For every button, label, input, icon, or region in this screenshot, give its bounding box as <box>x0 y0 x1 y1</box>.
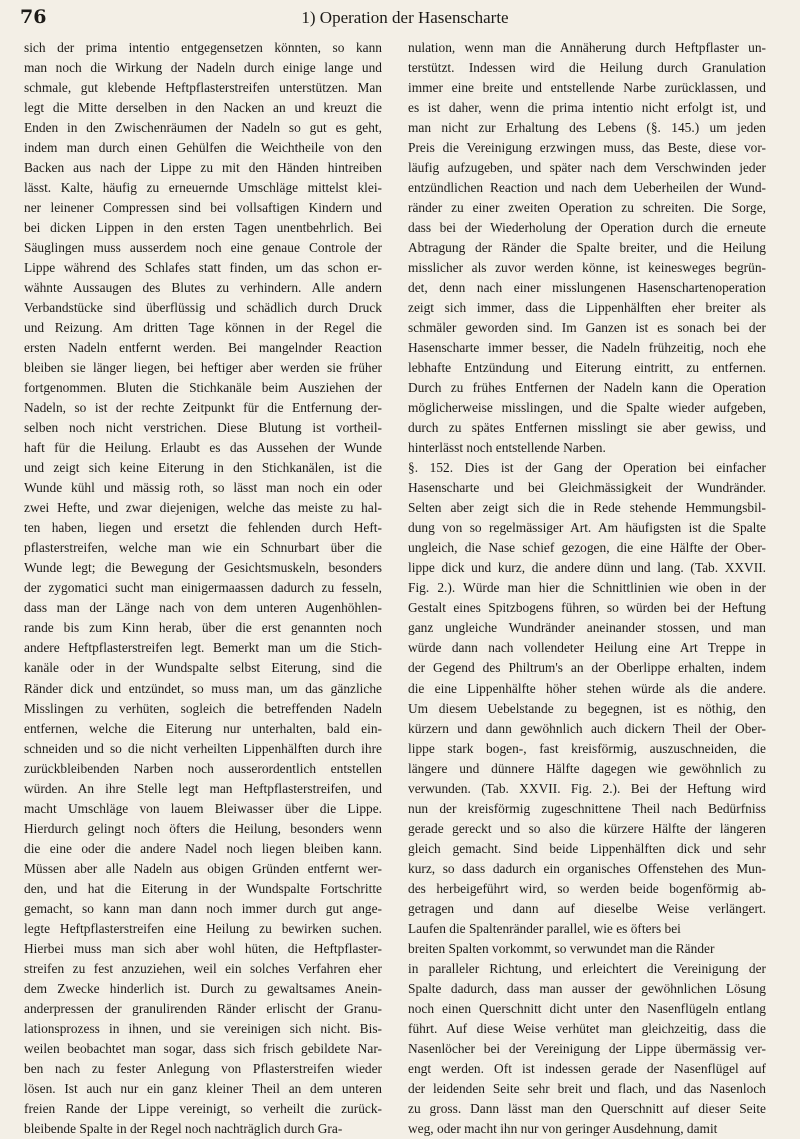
text-line: Um diesem Uebelstande zu begegnen, ist es nöthig, den <box>408 700 766 716</box>
text-line: getragen und dann auf dieselbe Weise verlängert. <box>408 900 766 916</box>
text-line: selben noch nicht verstrichen. Diese Blutung ist vortheil- <box>24 420 382 436</box>
text-line: bleiben sie länger liegen, bei heftiger aber werden sie früher <box>24 360 382 376</box>
text-line: streifen zu fest anzuziehen, weil ein solches Verfahren eher <box>24 960 382 976</box>
text-line: führt. Auf diese Weise verhütet man gleichzeitig, dass die <box>408 1020 766 1036</box>
text-line: schneiden und so die nicht verheilten Lippenhälften durch ihre <box>24 740 382 756</box>
text-line: noch einen Querschnitt dicht unter den Nasenflügeln entlang <box>408 1000 766 1016</box>
left-column <box>24 38 382 1139</box>
text-line: und Reizung. Am dritten Tage können in der Regel die <box>24 320 382 336</box>
text-line: misslicher als zuvor werden könne, ist keinesweges begrün- <box>408 260 766 276</box>
text-line: det, denn nach einer misslungenen Hasenschartenoperation <box>408 280 766 296</box>
text-line: Ränder dick und entzündet, so muss man, um das gänzliche <box>24 680 382 696</box>
text-line: lippe stark bogen-, fast kreisförmig, auszuschneiden, die <box>408 740 766 756</box>
text-line: Gestalt eines Spitzbogens führen, so würden bei der Heftung <box>408 600 766 616</box>
text-line: Hierdurch gelingt noch öfters die Heilung, besonders wenn <box>24 820 382 836</box>
text-line: der leidenden Seite sehr breit und flach, und das Nasenloch <box>408 1080 766 1096</box>
text-line: Backen aus nach der Lippe zu mit den Händen hintreiben <box>24 160 382 176</box>
text-line: Laufen die Spaltenränder parallel, wie es öfters bei <box>408 920 681 936</box>
running-head <box>20 6 790 34</box>
text-line: ungleich, die Nase schief gezogen, die eine Hälfte der Ober- <box>408 540 766 556</box>
text-line: es ist daher, wenn die prima intentio nicht erfolgt ist, und <box>408 100 766 116</box>
text-line: lippe dick und kurz, die andere dünn und lang. (Tab. XXVII. <box>408 560 766 576</box>
text-line: immer eine breite und entstellende Narbe zurücklassen, und <box>408 80 766 96</box>
text-line: ränder zu einer zweiten Operation zu schreiten. Die Sorge, <box>408 200 766 216</box>
text-line: breiten Spalten vorkommt, so verwundet man die Ränder <box>408 940 715 956</box>
text-line: anderpressen der granulirenden Ränder erlischt der Granu- <box>24 1000 382 1016</box>
text-line: terstützt. Indessen wird die Heilung durch Granulation <box>408 60 766 76</box>
text-line: kanäle oder in der Wundspalte selbst Eiterung, sind die <box>24 660 382 676</box>
text-line: hinterlässt noch entstellende Narben. <box>408 440 606 456</box>
text-line: lebhafte Entzündung und Eiterung eintritt, zu entfernen. <box>408 360 766 376</box>
text-line: Hasenscharte immer besser, die Nadeln frühzeitig, noch ehe <box>408 340 766 356</box>
text-line: haft für die Heilung. Erlaubt es das Aussehen der Wunde <box>24 440 382 456</box>
text-line: indem man durch einen Gehülfen die Weichtheile von den <box>24 140 382 156</box>
text-line: würden. An ihre Stelle legt man Heftpflasterstreifen, und <box>24 780 382 796</box>
text-line: und zeigt sich keine Eiterung in den Stichkanälen, ist die <box>24 460 382 476</box>
text-line: Misslingen zu verhüten, sogleich die betreffenden Nadeln <box>24 700 382 716</box>
right-column <box>408 38 766 1139</box>
text-line: Hierbei muss man sich aber wohl hüten, die Heftpflaster- <box>24 940 382 956</box>
text-line: nun der kreisförmig zugeschnittene Theil nach Bedürfniss <box>408 800 766 816</box>
text-line: ten haben, liegen und ersetzt die fehlenden durch Heft- <box>24 520 382 536</box>
text-line: schmale, gut klebende Heftpflasterstreifen unterstützen. Man <box>24 80 382 96</box>
text-line: zeigt sich immer, dass die Lippenhälften eher breiter als <box>408 300 766 316</box>
text-line: zwei Hefte, und zwar diejenigen, welche das meiste zu hal- <box>24 500 382 516</box>
text-line: Müssen aber alle Nadeln aus obigen Gründen entfernt wer- <box>24 860 382 876</box>
text-line: sich der prima intentio entgegensetzen könnten, so kann <box>24 40 382 55</box>
text-line: freien Rande der Lippe vereinigt, so verheilt die zurück- <box>24 1100 382 1116</box>
text-line: Nadeln, so ist der rechte Zeitpunkt für die Entfernung der- <box>24 400 382 416</box>
text-line: Spalte dadurch, dass man ausser der gewöhnlichen Lösung <box>408 980 766 996</box>
text-line: schmäler geworden sind. Im Ganzen ist es sonach bei der <box>408 320 766 336</box>
text-line: Selten aber zeigt sich die in Rede stehende Hemmungsbil- <box>408 500 766 516</box>
text-line: dung von so regelmässiger Art. Am häufigsten ist die Spalte <box>408 520 766 536</box>
text-line: man noch die Wirkung der Nadeln durch einige lange und <box>24 60 382 76</box>
text-line: ben nach zu fester Anlegung von Pflasterstreifen wieder <box>24 1060 382 1076</box>
text-line: nulation, wenn man die Annäherung durch Heftpflaster un- <box>408 40 766 55</box>
text-line: fortgenommen. Bluten die Stichkanäle beim Ausziehen der <box>24 380 382 396</box>
text-line: zurückbleibenden Narben noch ausserordentlich entstellen <box>24 760 382 776</box>
text-line: in paralleler Richtung, und erleichtert die Vereinigung der <box>408 960 766 976</box>
text-line: Nasenlöcher bei der Vereinigung der Lippe übermässig ver- <box>408 1040 766 1056</box>
text-line: verwunden. (Tab. XXVII. Fig. 2.). Bei der Heftung wird <box>408 780 766 796</box>
text-line: läufig aufzugeben, und später nach dem Verschwinden jeder <box>408 160 766 176</box>
text-line: engt werden. Oft ist indessen gerade der Nasenflügel auf <box>408 1060 766 1076</box>
text-line: andere Heftpflasterstreifen legt. Bemerkt man um die Stich- <box>24 640 382 656</box>
text-line: macht Umschläge von lauem Bleiwasser über die Lippe. <box>24 800 382 816</box>
text-line: dass bei der Wiederholung der Operation durch die erneute <box>408 220 766 236</box>
text-line: Abtragung der Ränder die Spalte breiter, und die Heilung <box>408 240 766 256</box>
text-line: weg, oder macht ihn nur von geringer Ausdehnung, damit <box>408 1120 718 1136</box>
text-line: gemacht, so kann man dann noch immer durch gut ange- <box>24 900 382 916</box>
text-line: die eine oder die andere Nadel noch liegen bleiben kann. <box>24 840 382 856</box>
text-line: §. 152. Dies ist der Gang der Operation bei einfacher <box>408 460 766 476</box>
text-line: entfernen, welche die Eiterung nur unterhalten, bald ein- <box>24 720 382 736</box>
text-line: rande bis zum Kinn herab, über die erst genannten noch <box>24 620 382 636</box>
text-line: der zygomatici sucht man einigermaassen dadurch zu fesseln, <box>24 580 382 596</box>
text-line: Lippe während des Schlafes statt finden, um das schon er- <box>24 260 382 276</box>
text-line: man nicht zur Erhaltung des Lebens (§. 145.) um jeden <box>408 120 766 136</box>
text-line: lösen. Ist auch nur ein ganz kleiner Theil an dem unteren <box>24 1080 382 1096</box>
text-line: würde dann nach vollendeter Heilung eine Art Treppe in <box>408 640 766 656</box>
text-line: Wunde legt; die Bewegung der Gesichtsmuskeln, besonders <box>24 560 382 576</box>
text-line: entzündlichen Reaction und nach dem Ueberheilen der Wund- <box>408 180 766 196</box>
text-line: gerade gereckt und so also die kürzere Hälfte der längeren <box>408 820 766 836</box>
text-line: pflasterstreifen, welche man wie ein Schnurbart über die <box>24 540 382 556</box>
text-line: Säuglingen muss ausserdem noch eine genaue Controle der <box>24 240 382 256</box>
text-line: die eine Lippenhälfte höher stehen würde als die andere. <box>408 680 766 696</box>
text-line: längere und dünnere Hälfte dagegen wie gewöhnlich zu <box>408 760 766 776</box>
text-line: dem Zwecke hinderlich ist. Durch zu gewaltsames Anein- <box>24 980 382 996</box>
text-line: gleich gemacht. Sind beide Lippenhälften dick und sehr <box>408 840 766 856</box>
text-line: kürzern und dann gewöhnlich auch dickern Theil der Ober- <box>408 720 766 736</box>
text-line: durch zu spätes Entfernen misslingt sie aber gewiss, und <box>408 420 766 436</box>
text-line: zu gross. Dann lässt man den Querschnitt auf dieser Seite <box>408 1100 766 1116</box>
text-line: Verbandstücke sind überflüssig und schädlich durch Druck <box>24 300 382 316</box>
text-line: den, und hat die Eiterung in der Wundspalte Fortschritte <box>24 880 382 896</box>
text-line: Wunde kühl und mässig roth, so lässt man noch ein oder <box>24 480 382 496</box>
page-number: 76 <box>20 6 47 28</box>
text-line: kurz, so dass dadurch ein organisches Offenstehen des Mun- <box>408 860 766 876</box>
text-line: ersten Nadeln entfernt werden. Bei mangelnder Reaction <box>24 340 382 356</box>
text-line: möglicherweise misslingen, und die Spalte wieder aufgeben, <box>408 400 766 416</box>
text-line: Preis die Vereinigung erzwingen muss, das Beste, diese vor- <box>408 140 766 156</box>
text-line: dass man der Länge nach von dem unteren Augenhöhlen- <box>24 600 382 616</box>
text-line: bei dicken Lippen in den ersten Tagen unentbehrlich. Bei <box>24 220 382 236</box>
column-gutter <box>394 40 395 1030</box>
text-line: weilen beobachtet man sogar, dass sich frisch gebildete Nar- <box>24 1040 382 1056</box>
text-line: legte Heftpflasterstreifen eine Heilung zu bewirken suchen. <box>24 920 382 936</box>
text-line: legt die Mitte derselben in den Nacken an und kreuzt die <box>24 100 382 116</box>
text-line: bleibende Spalte in der Regel noch nachträglich durch Gra- <box>24 1120 343 1136</box>
text-line: Durch zu frühes Entfernen der Nadeln kann die Operation <box>408 380 766 396</box>
text-line: ner leinener Compressen sind bei vollsaftigen Kindern und <box>24 200 382 216</box>
text-line: Fig. 2.). Würde man hier die Schnittlinien wie oben in der <box>408 580 766 596</box>
text-line: lationsprozess in ihnen, und sie vereinigen sich nicht. Bis- <box>24 1020 382 1036</box>
text-line: Hasenscharte und bei Gleichmässigkeit der Wundränder. <box>408 480 766 496</box>
text-line: Enden in den Zwischenräumen der Nadeln so gut es geht, <box>24 120 382 136</box>
running-title: 1) Operation der Hasenscharte <box>301 8 509 27</box>
text-line: wähnte Aussaugen des Blutes zu verhindern. Alle andern <box>24 280 382 296</box>
text-line: der Gegend des Philtrum's an der Oberlippe erhalten, indem <box>408 660 766 676</box>
text-line: lässt. Kalte, häufig zu erneuernde Umschläge mittelst klei- <box>24 180 382 196</box>
text-line: ganz ungleiche Wundränder aneinander stossen, und man <box>408 620 766 636</box>
text-line: des herbeigeführt wird, so werden beide bogenförmig ab- <box>408 880 766 896</box>
